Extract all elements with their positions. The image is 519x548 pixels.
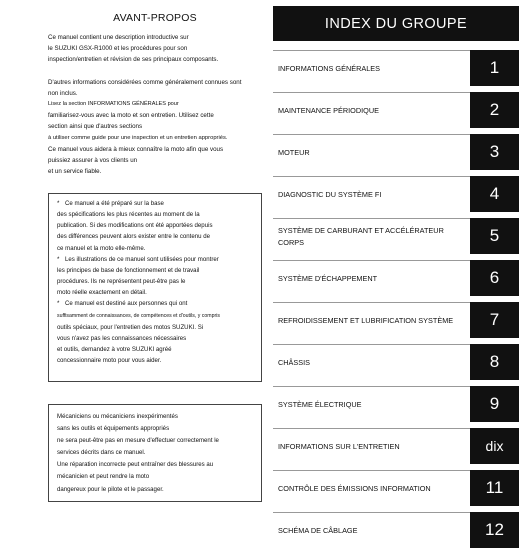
index-item-number: 6	[470, 260, 519, 296]
index-item-number: 5	[470, 218, 519, 254]
intro-line: Ce manuel vous aidera à mieux connaître la moto afin que vous	[48, 145, 224, 153]
warning-line: Une réparation incorrecte peut entraîner des blessures au	[57, 461, 214, 469]
warning-line: sans les outils et équipements appropriés	[57, 425, 170, 433]
index-item[interactable]	[273, 218, 519, 254]
intro-line: Lisez la section INFORMATIONS GÉNÉRALES pour	[48, 101, 179, 108]
note-text: des spécifications les plus récentes au moment de la	[57, 211, 200, 219]
note-line	[57, 333, 255, 344]
index-item[interactable]	[273, 260, 519, 296]
note-line	[57, 254, 255, 265]
index-item-label: SYSTÈME D'ÉCHAPPEMENT	[273, 260, 470, 296]
note-text: ce manuel et la moto elle-même.	[57, 244, 146, 252]
note-line	[57, 344, 255, 355]
index-item-label: REFROIDISSEMENT ET LUBRIFICATION SYSTÈME	[273, 302, 470, 338]
note-line	[57, 322, 255, 333]
note-text: Ce manuel est destiné aux personnes qui ont	[65, 300, 188, 308]
index-item-label: MOTEUR	[273, 134, 470, 170]
note-text: Les illustrations de ce manuel sont utilisées pour montrer	[65, 255, 219, 263]
index-item-label: MAINTENANCE PÉRIODIQUE	[273, 92, 470, 128]
index-item[interactable]	[273, 428, 519, 464]
intro-line: puissiez assurer à vos clients un	[48, 157, 138, 165]
intro-line: et un service fiable.	[48, 168, 102, 176]
index-item-number: 11	[470, 470, 519, 506]
index-item[interactable]	[273, 50, 519, 86]
index-item[interactable]	[273, 386, 519, 422]
index-item-number: dix	[470, 428, 519, 464]
note-bullet: *	[57, 300, 60, 308]
note-line	[57, 209, 255, 220]
index-item[interactable]	[273, 470, 519, 506]
note-bullet: *	[57, 255, 60, 263]
index-item-number: 9	[470, 386, 519, 422]
index-item[interactable]	[273, 134, 519, 170]
index-item-number: 1	[470, 50, 519, 86]
index-item-label: SYSTÈME DE CARBURANT ET ACCÉLÉRATEUR CORPS	[273, 218, 470, 254]
note-line	[57, 276, 255, 287]
intro-line: le SUZUKI GSX-R1000 et les procédures pour son	[48, 45, 188, 53]
index-item-number: 4	[470, 176, 519, 212]
index-item-number: 3	[470, 134, 519, 170]
index-item-label: SYSTÈME ÉLECTRIQUE	[273, 386, 470, 422]
index-item-label: DIAGNOSTIC DU SYSTÈME FI	[273, 176, 470, 212]
intro-line: D'autres informations considérées comme généralement connues sont	[48, 78, 242, 86]
foreword-title: AVANT-PROPOS	[113, 12, 197, 24]
note-text: vous n'avez pas les connaissances nécessaires	[57, 334, 187, 342]
note-line	[57, 287, 255, 298]
index-item-label: CHÂSSIS	[273, 344, 470, 380]
note-line	[57, 198, 255, 209]
intro-line: non inclus.	[48, 89, 78, 97]
warning-line: ne sera peut-être pas en mesure d'effectuer correctement le	[57, 437, 219, 445]
intro-line: Ce manuel contient une description introductive sur	[48, 34, 189, 41]
index-title: INDEX DU GROUPE	[273, 6, 519, 41]
note-line	[57, 265, 255, 276]
index-item-number: 8	[470, 344, 519, 380]
note-bullet: *	[57, 200, 60, 207]
note-text: et outils, demandez à votre SUZUKI agréé	[57, 346, 172, 354]
index-item[interactable]	[273, 176, 519, 212]
index-item-number: 2	[470, 92, 519, 128]
index-item-number: 7	[470, 302, 519, 338]
warning-box	[48, 404, 262, 502]
index-item-label: INFORMATIONS SUR L'ENTRETIEN	[273, 428, 470, 464]
note-line	[57, 220, 255, 231]
note-text: procédures. Ils ne représentent peut-être pas le	[57, 278, 186, 286]
note-text: concessionnaire moto pour vous aider.	[57, 357, 162, 365]
note-line	[57, 243, 255, 254]
note-text: des différences peuvent alors exister entre le contenu de	[57, 233, 211, 241]
foreword-intro	[48, 32, 264, 177]
index-item-label: SCHÉMA DE CÂBLAGE	[273, 512, 470, 548]
note-line	[57, 231, 255, 242]
index-item-label: INFORMATIONS GÉNÉRALES	[273, 50, 470, 86]
note-text: outils spéciaux, pour l'entretien des motos SUZUKI. Si	[57, 323, 204, 331]
note-line	[57, 298, 255, 309]
note-line	[57, 355, 255, 366]
index-item[interactable]	[273, 344, 519, 380]
note-line	[57, 310, 255, 322]
index-item[interactable]	[273, 512, 519, 548]
intro-line: à utiliser comme guide pour une inspection et un entretien appropriés.	[48, 134, 228, 141]
intro-line: familiarisez-vous avec la moto et son entretien. Utilisez cette	[48, 112, 214, 120]
index-item[interactable]	[273, 302, 519, 338]
note-text: publication. Si des modifications ont été apportées depuis	[57, 222, 213, 230]
index-item[interactable]	[273, 92, 519, 128]
note-text: les principes de base de fonctionnement et de travail	[57, 266, 200, 274]
intro-line: inspection/entretien et révision de ses principaux composants.	[48, 56, 219, 64]
note-text: suffisamment de connaissances, de compétences et d'outils, y compris	[57, 312, 220, 319]
intro-line: section ainsi que d'autres sections	[48, 123, 143, 131]
notes-box	[48, 193, 262, 382]
warning-line: services décrits dans ce manuel.	[57, 449, 146, 457]
note-text: Ce manuel a été préparé sur la base	[65, 200, 164, 207]
warning-line: Mécaniciens ou mécaniciens inexpérimentés	[57, 413, 178, 420]
warning-line: mécanicien et peut rendre la moto	[57, 473, 150, 481]
index-item-label: CONTRÔLE DES ÉMISSIONS INFORMATION	[273, 470, 470, 506]
note-text: moto réelle exactement en détail.	[57, 289, 147, 297]
warning-line: dangereux pour le pilote et le passager.	[57, 485, 164, 493]
index-item-number: 12	[470, 512, 519, 548]
